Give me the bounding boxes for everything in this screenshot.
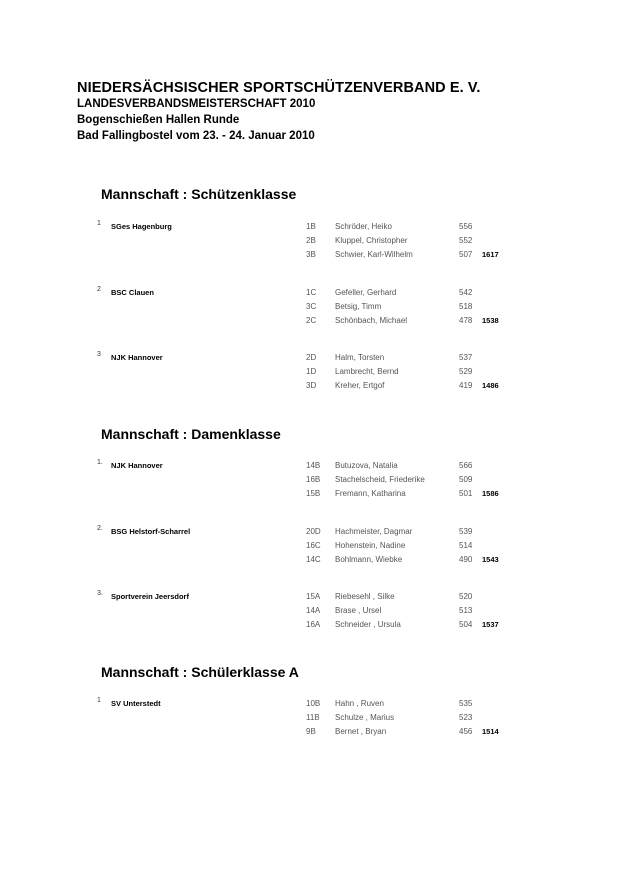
member-score: 535 xyxy=(459,699,473,708)
member-code: 3D xyxy=(306,381,317,390)
member-score: 539 xyxy=(459,527,473,536)
member-row xyxy=(0,367,620,381)
member-code: 2C xyxy=(306,316,317,325)
member-name: Stachelscheid, Friederike xyxy=(335,475,425,484)
member-row xyxy=(0,250,620,264)
member-name: Butuzova, Natalia xyxy=(335,461,398,470)
team-rank: 2 xyxy=(97,286,101,293)
member-row xyxy=(0,316,620,330)
member-row xyxy=(0,489,620,503)
member-row xyxy=(0,475,620,489)
member-score: 501 xyxy=(459,489,473,498)
member-score: 537 xyxy=(459,353,473,362)
team-rank: 1 xyxy=(97,220,101,227)
member-row xyxy=(0,461,620,475)
member-name: Schwier, Karl-Wilhelm xyxy=(335,250,413,259)
member-name: Hachmeister, Dagmar xyxy=(335,527,413,536)
federation-title: NIEDERSÄCHSISCHER SPORTSCHÜTZENVERBAND E. V. xyxy=(77,80,481,96)
member-row xyxy=(0,592,620,606)
member-code: 3B xyxy=(306,250,316,259)
member-name: Lambrecht, Bernd xyxy=(335,367,399,376)
venue-date: Bad Fallingbostel vom 23. - 24. Januar 2010 xyxy=(77,130,315,142)
member-score: 419 xyxy=(459,381,473,390)
member-code: 14C xyxy=(306,555,321,564)
member-name: Riebesehl , Silke xyxy=(335,592,395,601)
member-name: Bohlmann, Wiebke xyxy=(335,555,403,564)
member-row xyxy=(0,699,620,713)
member-code: 16A xyxy=(306,620,321,629)
team-name: Sportverein Jeersdorf xyxy=(111,592,189,601)
member-score: 456 xyxy=(459,727,473,736)
member-row xyxy=(0,222,620,236)
team-rank: 1 xyxy=(97,697,101,704)
member-name: Kluppel, Christopher xyxy=(335,236,408,245)
team-name: SGes Hagenburg xyxy=(111,222,172,231)
team-total: 1543 xyxy=(482,555,499,564)
member-score: 513 xyxy=(459,606,473,615)
member-name: Gefeller, Gerhard xyxy=(335,288,397,297)
member-code: 1C xyxy=(306,288,317,297)
member-code: 2B xyxy=(306,236,316,245)
team-name: BSC Clauen xyxy=(111,288,154,297)
member-code: 16C xyxy=(306,541,321,550)
member-score: 478 xyxy=(459,316,473,325)
member-row xyxy=(0,620,620,634)
team-name: BSG Helstorf-Scharrel xyxy=(111,527,191,536)
team-total: 1617 xyxy=(482,250,499,259)
member-code: 15A xyxy=(306,592,321,601)
member-name: Schröder, Heiko xyxy=(335,222,392,231)
member-score: 556 xyxy=(459,222,473,231)
member-row xyxy=(0,606,620,620)
member-code: 11B xyxy=(306,713,320,722)
team-name: NJK Hannover xyxy=(111,353,163,362)
member-score: 518 xyxy=(459,302,473,311)
member-score: 552 xyxy=(459,236,473,245)
member-name: Brase , Ursel xyxy=(335,606,382,615)
member-name: Schneider , Ursula xyxy=(335,620,401,629)
section-title: Mannschaft : Damenklasse xyxy=(101,426,281,442)
team-name: NJK Hannover xyxy=(111,461,163,470)
member-name: Schönbach, Michael xyxy=(335,316,408,325)
member-row xyxy=(0,727,620,741)
member-score: 523 xyxy=(459,713,473,722)
member-name: Betsig, Timm xyxy=(335,302,382,311)
team-total: 1538 xyxy=(482,316,499,325)
section-title: Mannschaft : Schülerklasse A xyxy=(101,664,299,680)
document-header xyxy=(77,80,480,144)
member-score: 520 xyxy=(459,592,473,601)
discipline-title: Bogenschießen Hallen Runde xyxy=(77,114,240,126)
member-score: 566 xyxy=(459,461,473,470)
member-row xyxy=(0,713,620,727)
member-score: 507 xyxy=(459,250,473,259)
member-code: 2D xyxy=(306,353,317,362)
section-title: Mannschaft : Schützenklasse xyxy=(101,186,297,202)
member-code: 1D xyxy=(306,367,317,376)
member-row xyxy=(0,381,620,395)
member-code: 20D xyxy=(306,527,321,536)
member-row xyxy=(0,555,620,569)
member-score: 514 xyxy=(459,541,473,550)
member-score: 490 xyxy=(459,555,473,564)
team-rank: 3. xyxy=(97,590,103,597)
member-row xyxy=(0,302,620,316)
member-code: 1B xyxy=(306,222,316,231)
member-code: 3C xyxy=(306,302,317,311)
member-row xyxy=(0,288,620,302)
member-row xyxy=(0,527,620,541)
team-total: 1586 xyxy=(482,489,499,498)
member-name: Fremann, Katharina xyxy=(335,489,406,498)
championship-title: LANDESVERBANDSMEISTERSCHAFT 2010 xyxy=(77,98,316,110)
member-code: 14B xyxy=(306,461,321,470)
member-code: 15B xyxy=(306,489,321,498)
member-name: Bernet , Bryan xyxy=(335,727,387,736)
member-name: Schulze , Marius xyxy=(335,713,395,722)
member-score: 504 xyxy=(459,620,473,629)
member-row xyxy=(0,541,620,555)
member-name: Halm, Torsten xyxy=(335,353,385,362)
member-row xyxy=(0,236,620,250)
team-rank: 3 xyxy=(97,351,101,358)
member-name: Hohenstein, Nadine xyxy=(335,541,406,550)
member-row xyxy=(0,353,620,367)
member-score: 529 xyxy=(459,367,473,376)
team-name: SV Unterstedt xyxy=(111,699,161,708)
team-total: 1514 xyxy=(482,727,499,736)
team-total: 1537 xyxy=(482,620,499,629)
team-rank: 2. xyxy=(97,525,103,532)
member-score: 509 xyxy=(459,475,473,484)
member-name: Hahn , Ruven xyxy=(335,699,384,708)
member-code: 16B xyxy=(306,475,321,484)
member-code: 9B xyxy=(306,727,316,736)
member-code: 10B xyxy=(306,699,321,708)
member-name: Kreher, Ertgof xyxy=(335,381,385,390)
member-code: 14A xyxy=(306,606,321,615)
team-total: 1486 xyxy=(482,381,499,390)
team-rank: 1. xyxy=(97,459,103,466)
member-score: 542 xyxy=(459,288,473,297)
